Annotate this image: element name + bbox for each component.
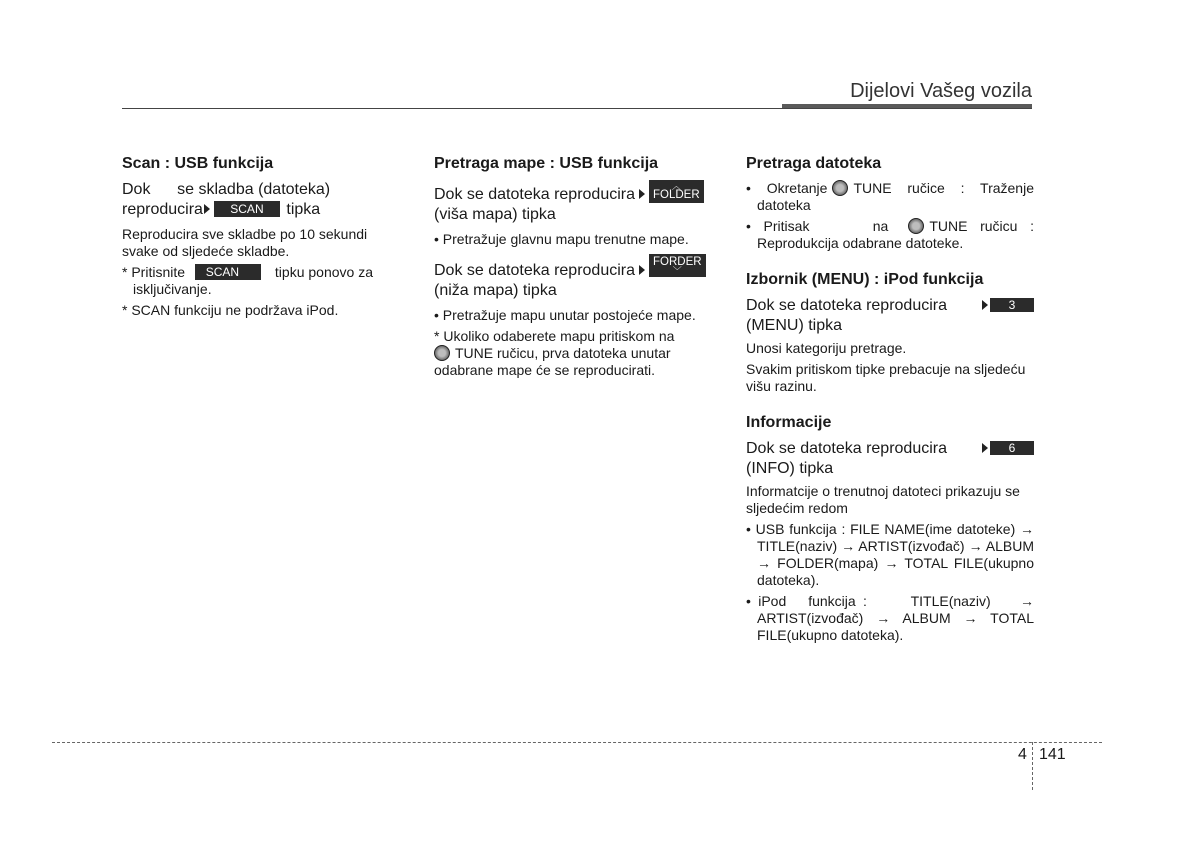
folder-heading: Pretraga mape : USB funkcija	[434, 155, 659, 172]
menu-desc-2: Svakim pritiskom tipke prebacuje na sljedeću višu razinu.	[746, 361, 1026, 394]
folder-down-text-b: (niža mapa) tipka	[434, 282, 557, 299]
folder-tune-note-b: TUNE ručicu, prva datoteka unutar odabrane mape će se reproducirati.	[434, 345, 671, 378]
header-rule	[122, 108, 1032, 109]
header-title: Dijelovi Vašeg vozila	[850, 80, 1032, 102]
folder-down-label: FORDER	[653, 256, 702, 268]
scan-intro-text: reproducira	[122, 201, 203, 218]
menu-heading: Izbornik (MENU) : iPod funkcija	[746, 271, 984, 288]
scan-heading: Scan : USB funkcija	[122, 155, 274, 172]
play-arrow-icon	[639, 265, 645, 275]
folder-down-text	[434, 254, 724, 301]
info-heading: Informacije	[746, 414, 832, 431]
footer-rule	[52, 742, 1102, 743]
scan-note-1-b: tipku ponovo za isključivanje.	[133, 264, 373, 297]
play-arrow-icon	[204, 204, 210, 214]
page-number: 141	[1039, 746, 1066, 763]
folder-up-button	[649, 180, 704, 203]
file-search-press	[746, 218, 1034, 252]
menu-text-a: Dok se datoteka reproducira	[746, 297, 947, 314]
column-scan	[122, 154, 404, 323]
menu-desc-1: Unosi kategoriju pretrage.	[746, 340, 907, 356]
info-text-a: Dok se datoteka reproducira	[746, 440, 947, 457]
tune-knob-icon	[908, 218, 924, 234]
scan-intro	[122, 180, 404, 220]
info-text-b: (INFO) tipka	[746, 460, 834, 477]
scan-description: Reproducira sve skladbe po 10 sekundi svake od sljedeće skladbe.	[122, 226, 368, 259]
scan-intro-end: tipka	[286, 201, 321, 218]
menu-text-b: (MENU) tipka	[746, 317, 843, 334]
scan-button-inline: SCAN	[195, 264, 261, 280]
menu-text	[746, 296, 1034, 336]
scan-note-1	[122, 264, 404, 298]
folder-tune-note-a: * Ukoliko odaberete mapu pritiskom na	[434, 328, 675, 344]
folder-up-text-a: Dok se datoteka reproducira	[434, 186, 635, 203]
file-search-rotate-a: • Okretanje	[746, 180, 828, 196]
scan-note-1-a: * Pritisnite	[122, 264, 186, 280]
column-file-search	[746, 154, 1038, 648]
play-arrow-icon	[982, 300, 988, 310]
file-search-rotate	[746, 180, 1034, 214]
scan-intro-line1: Dok se skladba (datoteka)	[122, 181, 331, 198]
folder-up-text	[434, 180, 724, 225]
tune-knob-icon	[434, 345, 450, 361]
folder-down-text-a: Dok se datoteka reproducira	[434, 262, 635, 279]
chevron-down-icon: ﹀	[672, 266, 682, 276]
info-text	[746, 439, 1034, 479]
file-search-rotate-b: TUNE ručice : Traženje datoteka	[757, 180, 1034, 213]
folder-down-button	[649, 254, 706, 277]
file-search-heading: Pretraga datoteka	[746, 155, 882, 172]
info-desc: Informatcije o trenutnoj datoteci prikazuju se sljedećim redom	[746, 483, 1020, 516]
info-button-6: 6	[990, 441, 1034, 455]
footer-divider	[1032, 742, 1033, 790]
chapter-number: 4	[1018, 746, 1027, 763]
folder-up-note: • Pretražuje glavnu mapu trenutne mape.	[434, 231, 689, 247]
menu-button-3: 3	[990, 298, 1034, 312]
scan-button: SCAN	[214, 201, 280, 217]
chevron-up-icon: ︿	[671, 181, 681, 191]
file-search-press-b: TUNE ručicu : Reprodukcija odabrane datoteke.	[757, 218, 1034, 251]
tune-knob-icon	[832, 180, 848, 196]
folder-down-note: • Pretražuje mapu unutar postojeće mape.	[434, 307, 696, 323]
info-usb: • USB funkcija : FILE NAME(ime datoteke) → TITLE(naziv) → ARTIST(izvođač) → ALBUM → FOLDER(mapa) → TOTAL FILE(ukupno datoteka).	[746, 521, 1034, 588]
folder-up-label: FOLDER	[653, 189, 700, 201]
file-search-press-a: • Pritisak na	[746, 218, 889, 234]
folder-up-text-b: (viša mapa) tipka	[434, 206, 556, 223]
scan-note-2: * SCAN funkciju ne podržava iPod.	[122, 302, 339, 318]
folder-tune-note	[434, 328, 724, 379]
column-folder-search	[434, 154, 724, 383]
play-arrow-icon	[982, 443, 988, 453]
info-ipod: • iPod funkcija : TITLE(naziv) → ARTIST(izvođač) → ALBUM → TOTAL FILE(ukupno datoteka).	[746, 593, 1038, 643]
play-arrow-icon	[639, 189, 645, 199]
